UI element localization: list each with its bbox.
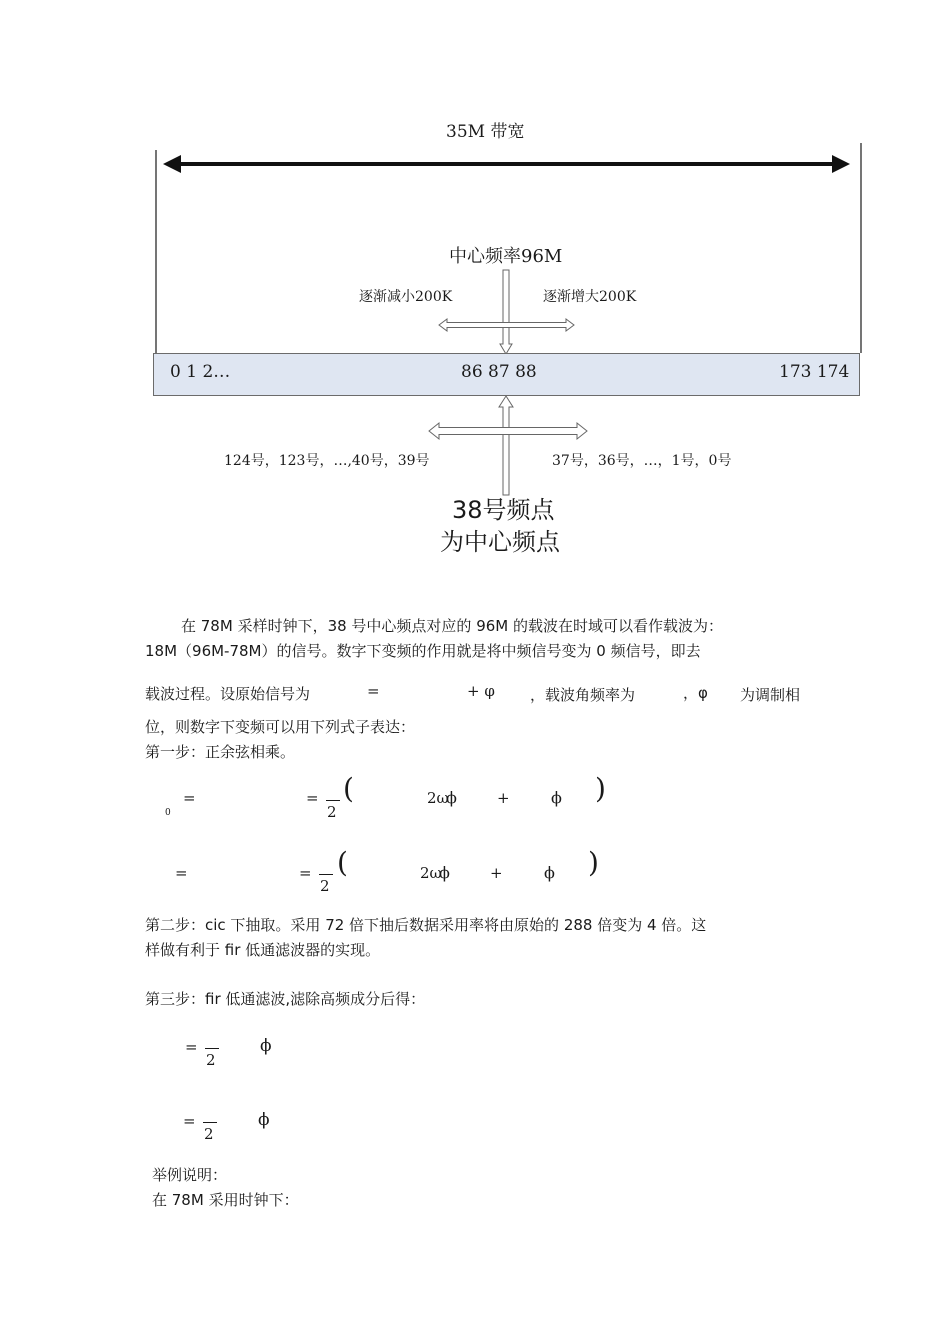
left-point-numbers: 124号，123号，…,40号，39号 xyxy=(224,453,430,469)
band-left-indices: 0 1 2… xyxy=(170,362,231,382)
right-point-numbers: 37号，36号，…，1号，0号 xyxy=(552,453,732,469)
eq1-phi1: ϕ xyxy=(446,788,457,807)
paragraph1-line2: 18M（96M-78M）的信号。数字下变频的作用就是将中频信号变为 0 频信号，即去 xyxy=(145,642,701,660)
eq2-equals-a: = xyxy=(175,864,188,882)
eq4-fraction-bar xyxy=(203,1122,217,1123)
paragraph2-plus-phi: + φ xyxy=(467,682,495,700)
increase-label: 逐渐增大200K xyxy=(543,289,637,305)
eq2-fraction-bar xyxy=(319,874,333,875)
eq4-equals: = xyxy=(183,1112,196,1130)
eq1-close-paren: ) xyxy=(595,772,606,805)
eq1-equals-b: = xyxy=(306,789,319,807)
eq4-phi: ϕ xyxy=(258,1110,270,1130)
eq2-equals-b: = xyxy=(299,864,312,882)
eq1-equals-a: = xyxy=(183,789,196,807)
example-line2: 在 78M 采用时钟下： xyxy=(152,1191,299,1209)
eq2-denominator: 2 xyxy=(320,877,330,895)
eq3-phi: ϕ xyxy=(260,1036,272,1056)
eq2-close-paren: ) xyxy=(588,846,599,879)
center-down-arrow xyxy=(500,270,512,354)
paragraph1-line1: 在 78M 采样时钟下，38 号中心频点对应的 96M 的载波在时域可以看作载波为： xyxy=(181,617,723,635)
paragraph2-equals: = xyxy=(367,682,380,700)
step2-line2: 样做有利于 fir 低通滤波器的实现。 xyxy=(145,941,381,959)
eq2-plus: + xyxy=(490,864,503,882)
eq1-subscript: 0 xyxy=(165,808,171,818)
eq3-fraction-bar xyxy=(205,1048,219,1049)
eq1-plus: + xyxy=(497,789,510,807)
step2-line1: 第二步：cic 下抽取。采用 72 倍下抽后数据采用率将由原始的 288 倍变为 4 倍。这 xyxy=(145,916,707,934)
paragraph2-text-a: 载波过程。设原始信号为 xyxy=(145,685,311,703)
paragraph2-line2: 位，则数字下变频可以用下列式子表达： xyxy=(145,718,416,736)
eq1-term1: 2ω xyxy=(427,789,449,807)
band-center-indices: 86 87 88 xyxy=(461,362,537,382)
step3-heading: 第三步：fir 低通滤波,滤除高频成分后得： xyxy=(145,990,426,1008)
eq1-phi2: ϕ xyxy=(551,788,562,807)
center-frequency-label: 中心频率96M xyxy=(449,246,563,267)
eq1-open-paren: ( xyxy=(343,772,354,805)
eq2-phi1: ϕ xyxy=(439,863,450,882)
eq2-open-paren: ( xyxy=(337,846,348,879)
eq2-term1: 2ω xyxy=(420,864,442,882)
step1-heading: 第一步：正余弦相乘。 xyxy=(145,743,296,761)
paragraph2-text-c: ，φ xyxy=(683,684,708,702)
eq1-fraction-bar xyxy=(326,800,340,801)
eq1-denominator: 2 xyxy=(327,803,337,821)
eq4-denominator: 2 xyxy=(204,1125,214,1143)
band-right-indices: 173 174 xyxy=(779,362,850,382)
decrease-label: 逐渐减小200K xyxy=(359,289,453,305)
eq3-equals: = xyxy=(185,1038,198,1056)
center-point-title-line1: 38号频点 xyxy=(452,496,555,524)
example-heading: 举例说明： xyxy=(152,1166,228,1184)
bandwidth-arrow-right-head xyxy=(832,155,850,173)
center-up-arrow xyxy=(499,396,513,495)
bandwidth-arrow-left-head xyxy=(163,155,181,173)
center-point-title-line2: 为中心频点 xyxy=(440,528,560,556)
paragraph2-text-d: 为调制相 xyxy=(740,686,801,704)
eq2-phi2: ϕ xyxy=(544,863,555,882)
eq3-denominator: 2 xyxy=(206,1051,216,1069)
paragraph2-text-b: ，载波角频率为 xyxy=(530,686,636,704)
bandwidth-label: 35M 带宽 xyxy=(446,122,525,142)
